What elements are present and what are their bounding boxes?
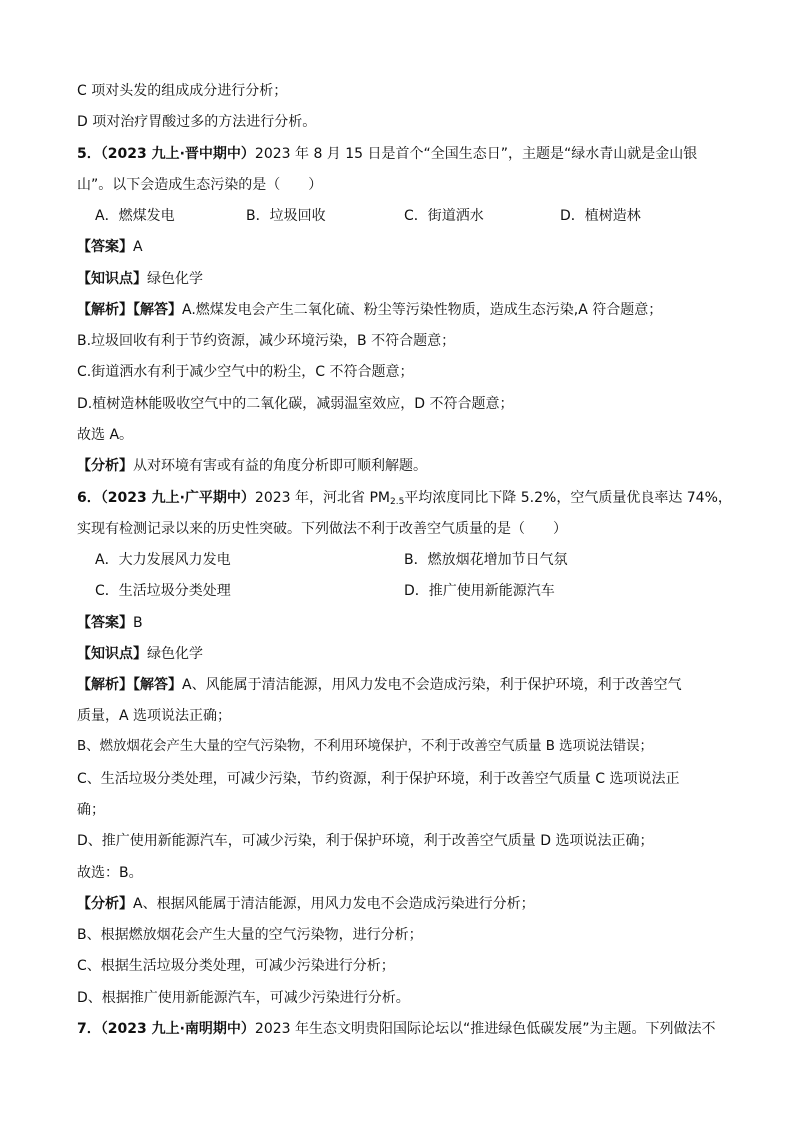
q5-analysis-line-3: C.街道洒水有利于减少空气中的粉尘，C 不符合题意； — [77, 364, 414, 380]
fenxi-tag: 【分析】 — [77, 896, 133, 912]
q5-option-a: A．燃煤发电 — [95, 208, 175, 224]
q6-fenxi-line-1 — [77, 895, 727, 913]
knowledge-value: 绿色化学 — [147, 646, 203, 662]
knowledge-value: 绿色化学 — [147, 271, 203, 287]
q5-analysis-line-1 — [77, 301, 727, 319]
q6-analysis-line-5: 确； — [77, 802, 105, 818]
knowledge-tag: 【知识点】 — [77, 271, 147, 287]
question-source: （2023 九上·广平期中） — [100, 490, 255, 506]
analysis-text: A.燃煤发电会产生二氧化硫、粉尘等污染性物质，造成生态污染,A 符合题意； — [182, 302, 663, 318]
q5-analysis-line-2: B.垃圾回收有利于节约资源，减少环境污染，B 不符合题意； — [77, 333, 456, 349]
question-7-stem-line-1 — [77, 1020, 727, 1038]
question-stem: 2023 年生态文明贵阳国际论坛以“推进绿色低碳发展”为主题。下列做法不 — [254, 1021, 716, 1037]
question-stem: 2023 年 8 月 15 日是首个“全国生态日”，主题是“绿水青山就是金山银 — [254, 146, 698, 162]
q6-analysis-line-2: 质量，A 选项说法正确； — [77, 708, 232, 724]
knowledge-tag: 【知识点】 — [77, 646, 147, 662]
q6-fenxi-line-4: D、根据推广使用新能源汽车，可减少污染进行分析。 — [77, 990, 410, 1006]
q5-knowledge — [77, 270, 727, 288]
question-number: 6． — [77, 490, 101, 506]
q5-option-b: B．垃圾回收 — [246, 208, 326, 224]
q6-analysis-line-1 — [77, 676, 727, 694]
question-5-stem-line-2: 山”。以下会造成生态污染的是（ ） — [77, 177, 323, 193]
question-number: 5． — [77, 146, 101, 162]
answer-value: B — [133, 615, 143, 631]
question-6-stem-line-2: 实现有检测记录以来的历史性突破。下列做法不利于改善空气质量的是（ ） — [77, 521, 567, 537]
question-5-stem-line-1 — [77, 145, 727, 163]
pm-subscript: 2.5 — [389, 497, 405, 507]
question-6-stem-line-1 — [77, 489, 732, 507]
q5-option-c: C．街道洒水 — [404, 208, 484, 224]
fenxi-tag: 【分析】 — [77, 458, 133, 474]
analysis-tag: 【解析】【解答】 — [77, 302, 182, 318]
q6-knowledge — [77, 645, 727, 663]
q6-analysis-line-3: B、燃放烟花会产生大量的空气污染物，不利用环境保护，不利于改善空气质量 B 选项说法错误； — [77, 739, 653, 754]
question-source: （2023 九上·晋中期中） — [100, 146, 255, 162]
prev-analysis-line-d: D 项对治疗胃酸过多的方法进行分析。 — [77, 114, 317, 130]
question-stem-cont: 平均浓度同比下降 5.2%，空气质量优良率达 74%， — [404, 490, 732, 506]
q5-analysis-line-4: D.植树造林能吸收空气中的二氧化碳，减弱温室效应，D 不符合题意； — [77, 396, 514, 412]
q5-fenxi — [77, 457, 727, 475]
answer-value: A — [133, 239, 143, 255]
answer-tag: 【答案】 — [77, 239, 133, 255]
fenxi-text: A、根据风能属于清洁能源，用风力发电不会造成污染进行分析； — [133, 896, 535, 912]
q6-analysis-line-6: D、推广使用新能源汽车，可减少污染，利于保护环境，利于改善空气质量 D 选项说法正确； — [77, 833, 654, 849]
q5-analysis-line-5: 故选 A。 — [77, 427, 134, 443]
question-stem: 2023 年，河北省 PM — [254, 490, 390, 506]
prev-analysis-line-c: C 项对头发的组成成分进行分析； — [77, 83, 288, 99]
q6-analysis-line-4: C、生活垃圾分类处理，可减少污染，节约资源，利于保护环境，利于改善空气质量 C 选项说法正 — [77, 771, 680, 787]
answer-tag: 【答案】 — [77, 615, 133, 631]
analysis-text: A、风能属于清洁能源，用风力发电不会造成污染，利于保护环境，利于改善空气 — [182, 677, 682, 693]
q6-analysis-line-7: 故选：B。 — [77, 865, 143, 881]
q6-fenxi-line-3: C、根据生活垃圾分类处理，可减少污染进行分析； — [77, 958, 395, 974]
analysis-tag: 【解析】【解答】 — [77, 677, 182, 693]
q5-option-d: D．植树造林 — [560, 208, 641, 224]
q6-option-b: B．燃放烟花增加节日气氛 — [404, 552, 568, 568]
q6-option-c: C．生活垃圾分类处理 — [95, 583, 231, 599]
q6-option-d: D．推广使用新能源汽车 — [404, 583, 555, 599]
q6-option-a: A．大力发展风力发电 — [95, 552, 231, 568]
q5-answer — [77, 238, 727, 256]
question-source: （2023 九上·南明期中） — [100, 1021, 255, 1037]
q6-fenxi-line-2: B、根据燃放烟花会产生大量的空气污染物，进行分析； — [77, 927, 423, 943]
q6-answer — [77, 614, 727, 632]
question-number: 7． — [77, 1021, 101, 1037]
fenxi-text: 从对环境有害或有益的角度分析即可顺利解题。 — [133, 458, 427, 474]
